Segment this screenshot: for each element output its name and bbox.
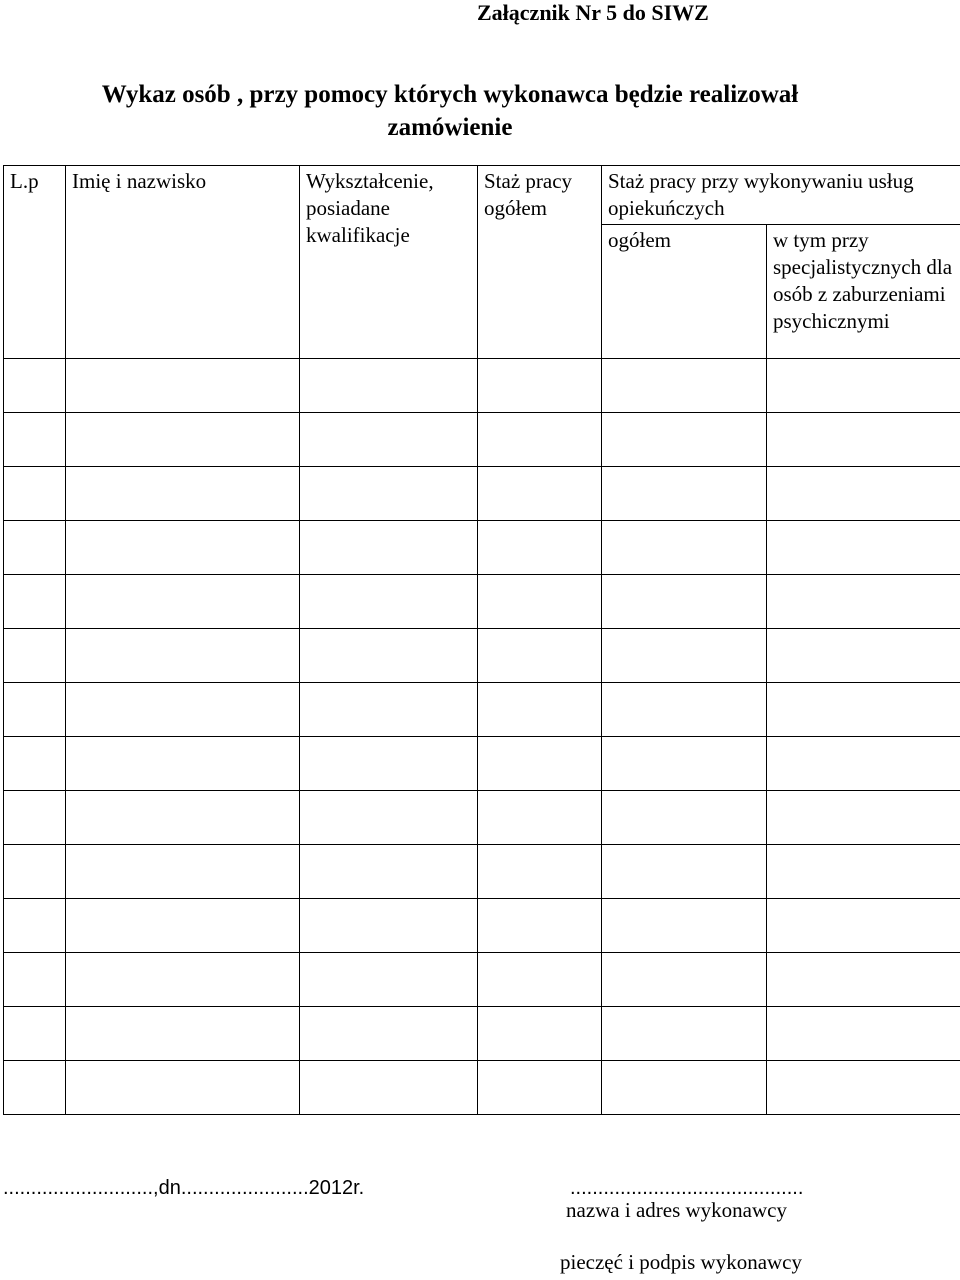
table-cell bbox=[478, 629, 602, 683]
table-cell bbox=[602, 467, 767, 521]
table-cell bbox=[478, 737, 602, 791]
table-cell bbox=[602, 413, 767, 467]
document-title bbox=[0, 78, 900, 144]
contractor-name-label: nazwa i adres wykonawcy bbox=[566, 1198, 787, 1222]
table-cell bbox=[767, 1061, 960, 1115]
header-care-experience: Staż pracy przy wykonywaniu usług opiekuńczych bbox=[602, 166, 960, 225]
table-cell bbox=[4, 521, 66, 575]
table-cell bbox=[4, 629, 66, 683]
table-cell bbox=[300, 575, 478, 629]
title-line-1: Wykaz osób , przy pomocy których wykonawca będzie realizował bbox=[101, 81, 799, 108]
table-cell bbox=[4, 953, 66, 1007]
table-row bbox=[4, 359, 960, 413]
title-line-2: zamówienie bbox=[387, 114, 513, 141]
annex-label: Załącznik Nr 5 do SIWZ bbox=[477, 0, 709, 25]
table-cell bbox=[4, 683, 66, 737]
table-cell bbox=[602, 899, 767, 953]
table-cell bbox=[300, 899, 478, 953]
table-cell bbox=[66, 521, 300, 575]
table-cell bbox=[602, 629, 767, 683]
table-row bbox=[4, 899, 960, 953]
table-cell bbox=[66, 737, 300, 791]
table-cell bbox=[4, 413, 66, 467]
table-cell bbox=[767, 629, 960, 683]
table-cell bbox=[478, 521, 602, 575]
subheader-total: ogółem bbox=[602, 225, 767, 359]
table-row bbox=[4, 1007, 960, 1061]
table-cell bbox=[602, 737, 767, 791]
place-date-line: ...........................,dn.......................2012r. bbox=[3, 1177, 365, 1199]
table-row bbox=[4, 953, 960, 1007]
table-row bbox=[4, 629, 960, 683]
table-cell bbox=[767, 845, 960, 899]
persons-table bbox=[3, 165, 960, 1115]
table-cell bbox=[767, 467, 960, 521]
table-cell bbox=[478, 953, 602, 1007]
table-cell bbox=[4, 899, 66, 953]
table-cell bbox=[767, 953, 960, 1007]
table-cell bbox=[66, 359, 300, 413]
table-cell bbox=[602, 683, 767, 737]
table-cell bbox=[300, 953, 478, 1007]
table-cell bbox=[4, 737, 66, 791]
stamp-signature-label: pieczęć i podpis wykonawcy bbox=[560, 1250, 803, 1274]
table-cell bbox=[300, 359, 478, 413]
table-cell bbox=[300, 737, 478, 791]
table-cell bbox=[300, 791, 478, 845]
table-cell bbox=[478, 845, 602, 899]
table-cell bbox=[300, 1061, 478, 1115]
table-row bbox=[4, 467, 960, 521]
table-cell bbox=[767, 575, 960, 629]
table-cell bbox=[478, 359, 602, 413]
table-row bbox=[4, 1061, 960, 1115]
table-cell bbox=[4, 359, 66, 413]
table-cell bbox=[300, 521, 478, 575]
header-education: Wykształcenie, posiadane kwalifikacje bbox=[300, 166, 478, 359]
table-cell bbox=[66, 629, 300, 683]
table-row bbox=[4, 413, 960, 467]
table-cell bbox=[602, 791, 767, 845]
table-cell bbox=[66, 467, 300, 521]
table-cell bbox=[602, 953, 767, 1007]
table-cell bbox=[4, 575, 66, 629]
table-cell bbox=[66, 683, 300, 737]
table-cell bbox=[66, 1007, 300, 1061]
table-cell bbox=[66, 413, 300, 467]
table-cell bbox=[478, 683, 602, 737]
header-name: Imię i nazwisko bbox=[66, 166, 300, 359]
table-cell bbox=[66, 575, 300, 629]
table-row bbox=[4, 521, 960, 575]
header-experience-total: Staż pracy ogółem bbox=[478, 166, 602, 359]
header-lp: L.p bbox=[4, 166, 66, 359]
table-cell bbox=[602, 1061, 767, 1115]
table-cell bbox=[300, 1007, 478, 1061]
table-cell bbox=[602, 359, 767, 413]
table-cell bbox=[478, 791, 602, 845]
table-cell bbox=[602, 845, 767, 899]
table-cell bbox=[4, 1007, 66, 1061]
table-cell bbox=[767, 899, 960, 953]
table-cell bbox=[300, 467, 478, 521]
table-cell bbox=[4, 791, 66, 845]
table-cell bbox=[767, 359, 960, 413]
table-cell bbox=[4, 1061, 66, 1115]
table-cell bbox=[478, 1007, 602, 1061]
table-row bbox=[4, 575, 960, 629]
table-cell bbox=[767, 683, 960, 737]
table-cell bbox=[478, 1061, 602, 1115]
table-cell bbox=[66, 953, 300, 1007]
table-cell bbox=[300, 629, 478, 683]
table-cell bbox=[300, 683, 478, 737]
table-cell bbox=[300, 845, 478, 899]
table-cell bbox=[478, 899, 602, 953]
table-row bbox=[4, 791, 960, 845]
table-cell bbox=[66, 845, 300, 899]
subheader-specialist: w tym przy specjalistycznych dla osób z zaburzeniami psychicznymi bbox=[767, 225, 960, 359]
table-cell bbox=[767, 413, 960, 467]
table-cell bbox=[66, 899, 300, 953]
table-row bbox=[4, 683, 960, 737]
table-cell bbox=[66, 791, 300, 845]
table-cell bbox=[478, 575, 602, 629]
table-row bbox=[4, 737, 960, 791]
table-cell bbox=[602, 1007, 767, 1061]
table-cell bbox=[602, 521, 767, 575]
table-cell bbox=[66, 1061, 300, 1115]
table-cell bbox=[4, 467, 66, 521]
table-cell bbox=[767, 791, 960, 845]
table-cell bbox=[602, 575, 767, 629]
table-row bbox=[4, 845, 960, 899]
table-cell bbox=[478, 467, 602, 521]
signature-dots: .......................................... bbox=[570, 1177, 804, 1199]
table-cell bbox=[300, 413, 478, 467]
table-cell bbox=[767, 521, 960, 575]
table-cell bbox=[4, 845, 66, 899]
table-cell bbox=[478, 413, 602, 467]
table-cell bbox=[767, 1007, 960, 1061]
table-cell bbox=[767, 737, 960, 791]
